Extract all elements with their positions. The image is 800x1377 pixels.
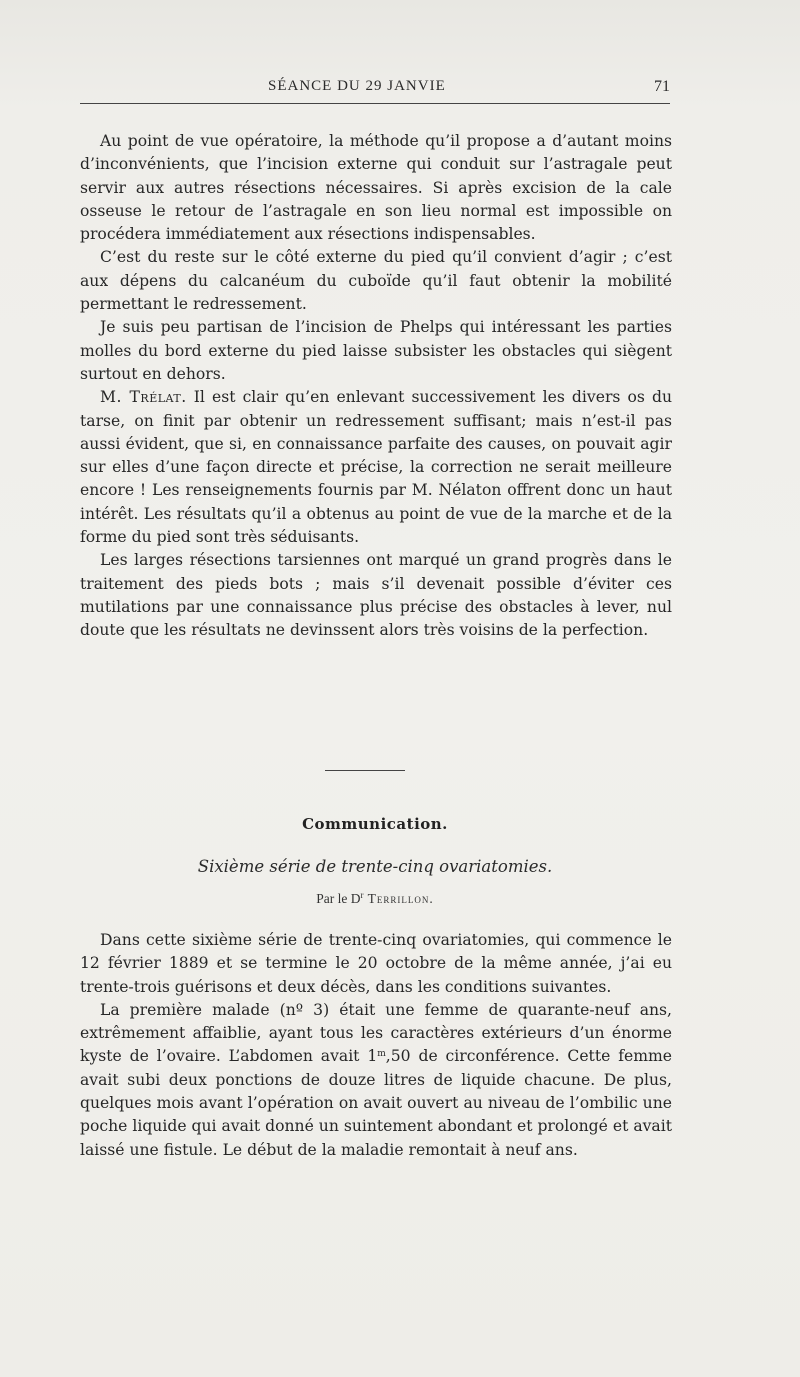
paragraph: Je suis peu partisan de l’incision de Phelps qui intéressant les parties molles du bord externe du pied laisse subsister les obstacles qui siègent surtout en dehors. (80, 318, 672, 383)
paragraph: Dans cette sixième série de trente-cinq ovariatomies, qui commence le 12 février 1889 et se termine le 20 octobre de la même année, j’ai eu trente-trois guérisons et deux décès, dans les conditions suivantes. (80, 931, 672, 996)
header-rule (80, 103, 670, 104)
paragraph-part: ,50 de circonférence. Cette femme avait subi deux ponctions de douze litres de liquide chacune. De plus, quelques mois avant l’opération on avait ouvert au niveau de l’ombilic une poche liquide qui avait donné un suintement abondant et prolongé et avait laissé une fistule. Le début de la maladie remontait à neuf ans. (80, 1047, 672, 1159)
speaker-text: Il est clair qu’en enlevant successivement les divers os du tarse, on finit par obtenir un redressement suffisant; mais n’est-il pas aussi évident, que si, en connaissance parfaite des causes, on pouvait agir sur elles d’une façon directe et précise, la correction ne serait meilleure encore ! Les renseignements fournis par M. Nélaton offrent donc un haut intérêt. Les résultats qu’il a obtenus au point de vue de la marche et de la forme du pied sont très séduisants. (80, 388, 672, 547)
communication-text (80, 929, 672, 1162)
unit-superscript: m (377, 1049, 386, 1060)
speaker-name: M. Trélat. (100, 388, 187, 407)
byline-superscript: r (360, 890, 364, 900)
section-heading: Communication. (302, 815, 448, 833)
byline (80, 891, 670, 907)
byline-author: Terrillon. (363, 891, 434, 906)
article-title: Sixième série de trente-cinq ovariatomies. (197, 857, 553, 876)
paragraph-trelat (80, 386, 672, 549)
discussion-text (80, 130, 672, 643)
paragraph: Au point de vue opératoire, la méthode qu’il propose a d’autant moins d’inconvénients, que l’incision externe qui conduit sur l’astragale peut servir aux autres résections nécessaires. Si après excision de la cale osseuse le retour de l’astragale en son lieu normal est impossible on procédera immédiatement aux résections indispensables. (80, 132, 672, 244)
page-number: 71 (654, 78, 670, 95)
paragraph: C’est du reste sur le côté externe du pied qu’il convient d’agir ; c’est aux dépens du calcanéum du cuboïde qu’il faut obtenir la mobilité permettant le redressement. (80, 248, 672, 314)
byline-prefix: Par le D (316, 891, 361, 906)
section-divider (325, 770, 405, 771)
paragraph-part: La première malade (nº 3) était une femme de quarante-neuf ans, extrêmement affaiblie, ayant tous les caractères extérieurs d’un énorme kyste de l’ovaire. L’abdomen avait 1 (80, 1000, 672, 1066)
running-title: SÉANCE DU 29 JANVIE (268, 78, 446, 94)
paragraph-first-patient (80, 999, 672, 1162)
paragraph: Les larges résections tarsiennes ont marqué un grand progrès dans le traitement des pieds bots ; mais s’il devenait possible d’éviter ces mutilations par une connaissance plus précise des obstacles à lever, nul doute que les résultats ne devinssent alors très voisins de la perfection. (80, 551, 672, 640)
